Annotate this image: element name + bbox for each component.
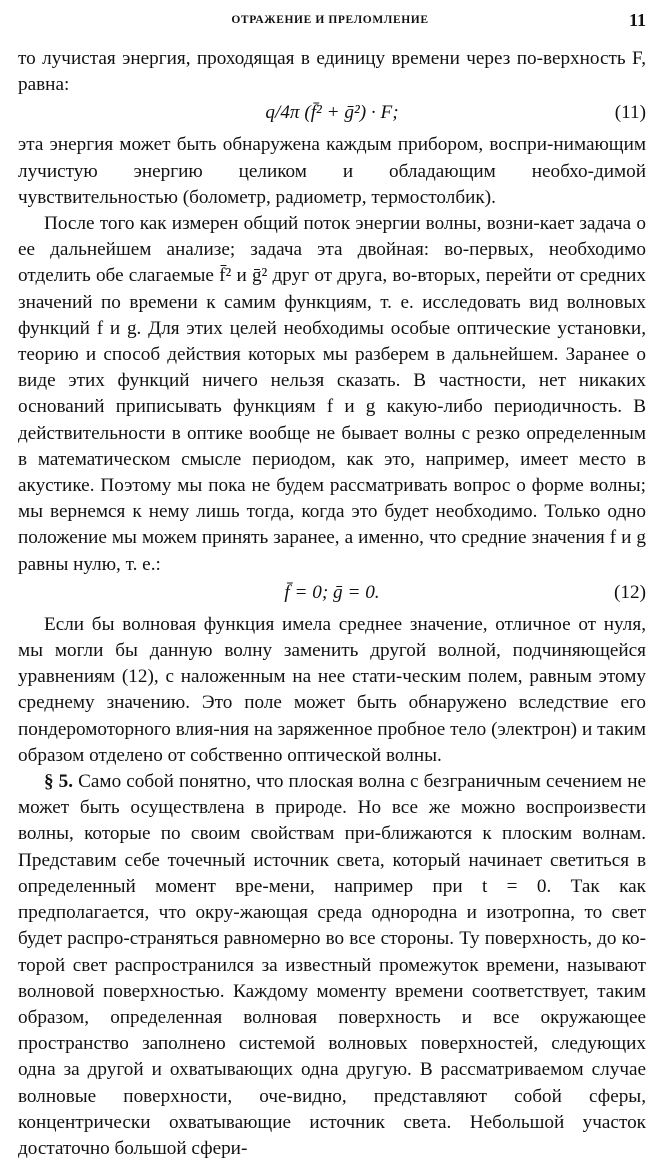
paragraph-4: Если бы волновая функция имела среднее значение, отличное от нуля, мы могли бы данную волну заменить другой волной, подчиняющейся уравнениям (12), с наложенным на нее стати-ческим полем, равным этому среднему значению. Это поле может быть обнаружено вследствие его пондеромоторного влия-ния на заряженное пробное тело (электрон) и таким образом отделено от собственно оптической волны.	[18, 613, 646, 766]
formula-11-number: (11)	[614, 102, 646, 124]
formula-12	[18, 578, 646, 610]
running-title: ОТРАЖЕНИЕ И ПРЕЛОМЛЕНИЕ	[231, 14, 429, 26]
section-marker: § 5.	[44, 771, 74, 793]
paragraph-3: После того как измерен общий поток энергии волны, возни-кает задача о ее дальнейшем анализе; задача эта двойная: во-первых, необходимо отделить обе слагаемые f̄² и ḡ² друг от друга, во-вторых, перейти от средних значений по времени к самим функциям, т. е. исследовать вид волновых функций f и g. Для этих целей необходимы особые оптические установки, теорию и способ действия которых мы разберем в дальнейшем. Заранее о виде этих функций ничего нельзя сказать. В частности, нет никаких оснований приписывать функциям f и g какую-либо периодичность. В действительности в оптике вообще не бывает волны с резко определенным в математическом смысле периодом, как это, например, имеет место в акустике. Поэтому мы пока не будем рассматривать вопрос о форме волны; мы вернемся к нему лишь тогда, когда это будет необходимо. Только одно положение мы можем принять заранее, а именно, что средние значения f и g равны нулю, т. е.:	[18, 213, 646, 575]
paragraph-2: эта энергия может быть обнаружена каждым прибором, воспри-нимающим лучистую энергию целиком и обладающим необхо-димой чувствительностью (болометр, радиометр, термостолбик).	[18, 134, 646, 208]
formula-12-number: (12)	[614, 581, 646, 603]
page-number: 11	[628, 10, 646, 30]
paragraph-1: то лучистая энергия, проходящая в единицу времени через по-верхность F, равна:	[18, 48, 646, 96]
formula-11-expression: q/4π (f̄² + ḡ²) · F;	[265, 102, 399, 124]
formula-11	[18, 98, 646, 130]
formula-12-expression: f̄ = 0; ḡ = 0.	[284, 581, 380, 603]
body-text	[18, 46, 646, 1162]
paragraph-5	[18, 769, 646, 1162]
paragraph-5-text: Само собой понятно, что плоская волна с безграничным сечением не может быть осуществлена в природе. Но все же можно воспроизвести волны, которые по своим свойствам при-ближаются к плоским волнам. Представим себе точечный источник света, который начинает светиться в определенный момент вре-мени, например при t = 0. Так как предполагается, что окру-жающая среда однородна и изотропна, то свет будет распро-страняться равномерно во все стороны. Ту поверхность, до ко-торой свет распространился за известный промежуток времени, называют волновой поверхностью. Каждому моменту времени соответствует, таким образом, определенная волновая поверхность и все окружающее пространство заполнено системой волновых поверхностей, следующих одна за другой и охватывающих одна другую. В рассматриваемом случае волновые поверхности, оче-видно, представляют собой сферы, концентрически охватывающие источник света. Небольшой участок достаточно большой сфери-	[18, 771, 646, 1159]
